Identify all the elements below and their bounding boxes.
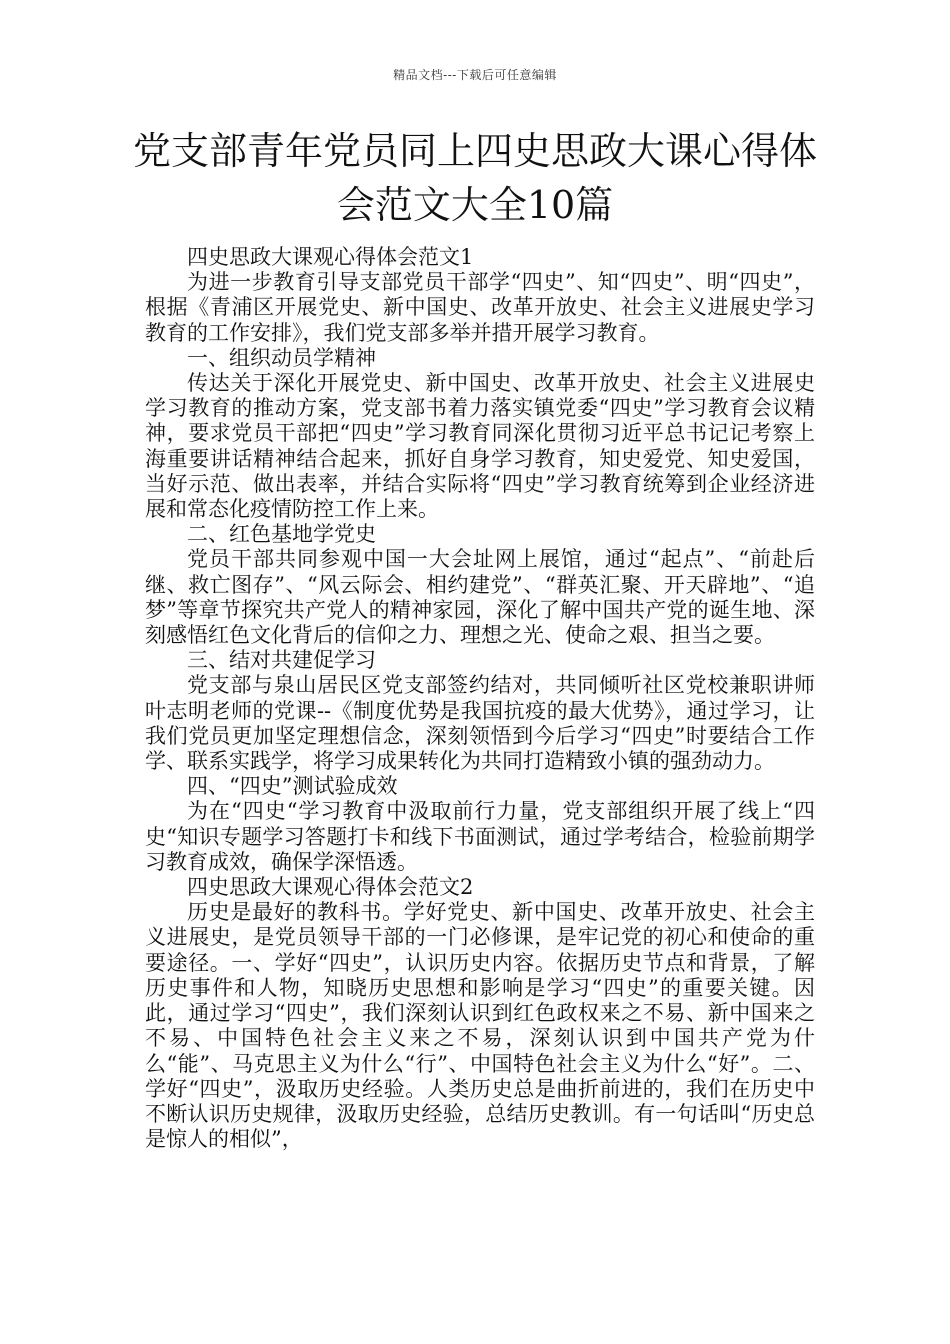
paragraph: 为在“四史“学习教育中汲取前行力量，党支部组织开展了线上“四史“知识专题学习答题打卡和线下书面测试，通过学考结合，检验前期学习教育成效，确保学深悟透。	[145, 799, 815, 874]
section-heading: 四史思政大课观心得体会范文1	[187, 245, 474, 269]
paragraph: 传达关于深化开展党史、新中国史、改革开放史、社会主义进展史学习教育的推动方案，党支部书着力落实镇党委“四史”学习教育会议精神，要求党员干部把“四史”学习教育同深化贯彻习近平总书记记考察上海重要讲话精神结合起来，抓好自身学习教育，知史爱党、知史爱国，当好示范、做出表率，并结合实际将“四史”学习教育统筹到企业经济进展和常态化疫情防控工作上来。	[145, 371, 815, 522]
paragraph: 党员干部共同参观中国一大会址网上展馆，通过“起点”、“前赴后继、救亡图存”、“风云际会、相约建党”、“群英汇聚、开天辟地”、“追梦”等章节探究共产党人的精神家园，深化了解中国共产党的诞生地、深刻感悟红色文化背后的信仰之力、理想之光、使命之艰、担当之要。	[145, 547, 815, 648]
paragraph: 为进一步教育引导支部党员干部学“四史”、知“四史”、明“四史”，根据《青浦区开展党史、新中国史、改革开放史、社会主义进展史学习教育的工作安排》，我们党支部多举并措开展学习教育。	[145, 270, 815, 345]
header-note: 精品文档---下载后可任意编辑	[393, 68, 557, 82]
section-heading: 三、结对共建促学习	[187, 648, 376, 673]
section-heading: 四、“四史”测试验成效	[187, 774, 398, 799]
section-heading: 一、组织动员学精神	[187, 345, 376, 370]
document-body	[145, 245, 815, 1152]
section-heading: 四史思政大课观心得体会范文2	[187, 875, 474, 900]
section-heading: 二、红色基地学党史	[187, 522, 376, 547]
paragraph: 党支部与泉山居民区党支部签约结对，共同倾听社区党校兼职讲师叶志明老师的党课--《制度优势是我国抗疫的最大优势》，通过学习，让我们党员更加坚定理想信念，深刻领悟到今后学习“四史”时要结合工作学、联系实践学，将学习成果转化为共同打造精致小镇的强劲动力。	[145, 673, 815, 774]
document-title: 党支部青年党员同上四史思政大课心得体会范文大全10篇	[132, 129, 817, 227]
paragraph: 历史是最好的教科书。学好党史、新中国史、改革开放史、社会主义进展史，是党员领导干部的一门必修课，是牢记党的初心和使命的重要途径。一、学好“四史”，认识历史内容。依据历史节点和背景，了解历史事件和人物，知晓历史思想和影响是学习“四史”的重要关键。因此，通过学习“四史”，我们深刻认识到红色政权来之不易、新中国来之不易、中国特色社会主义来之不易，深刻认识到中国共产党为什么“能”、马克思主义为什么“行”、中国特色社会主义为什么“好”。二、学好“四史”，汲取历史经验。人类历史总是曲折前进的，我们在历史中不断认识历史规律，汲取历史经验，总结历史教训。有一句话叫“历史总是惊人的相似”，	[145, 900, 815, 1152]
